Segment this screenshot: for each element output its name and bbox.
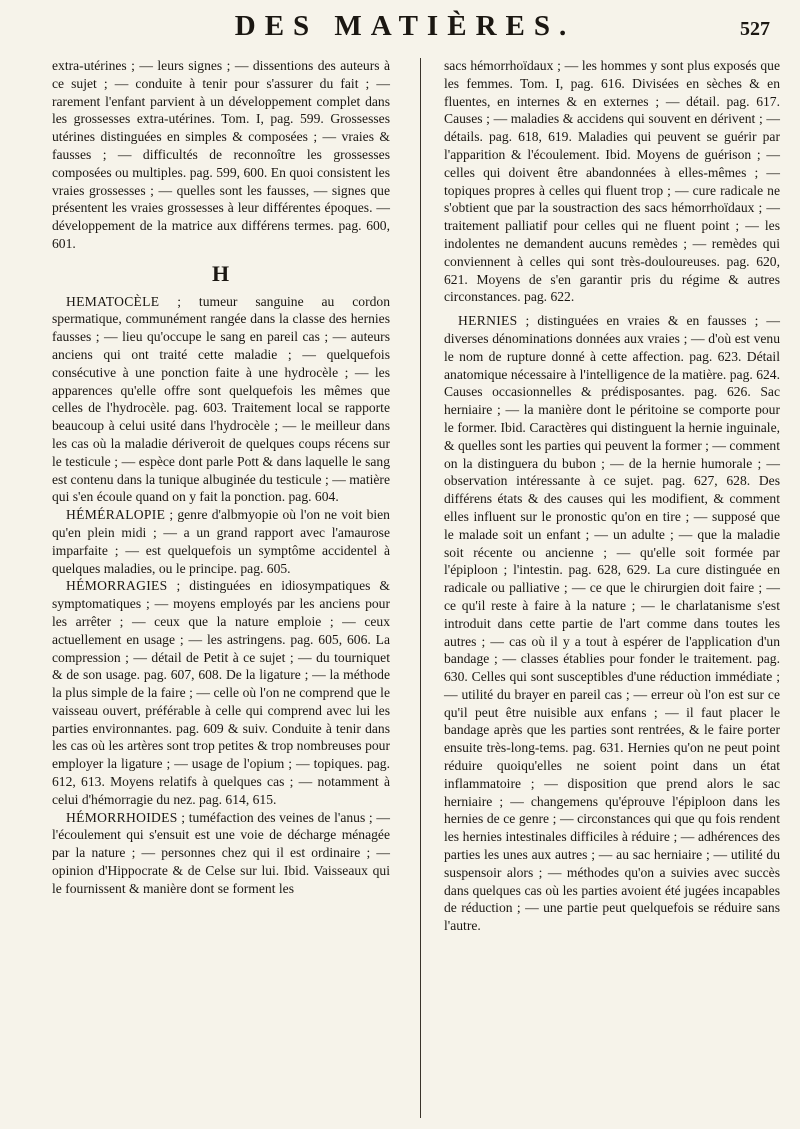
entry-text: ; genre d'albmyopie où l'on ne voit bien qu'en plein midi ; — a un grand rapport avec l'amaurose imparfaite ; — est quelquefois un symptôme accidentel à quelques maladies, ou le principe. pag. 605. <box>52 507 390 576</box>
index-entry <box>52 809 390 898</box>
running-title: DES MATIÈRES. <box>234 10 576 42</box>
entry-text: ; distinguées en idiosympatiques & symptomatiques ; — moyens employés par les anciens pour les arrêter ; — ceux que la nature emploie ; — ceux actuellement en usage ; — les astringens. pag. 605, 606. La compression ; — détail de Petit à ce sujet ; — du tourniquet & de son usage. pag. 607, 608. De la ligature ; — la méthode la plus simple de la faire ; — celle où l'on ne comprend que le vaisseau ouvert, préférable à celle qui comprend avec lui les parties environnantes. pag. 609 & suiv. Conduite à tenir dans les cas où les artères sont trop petites & trop nombreuses pour employer la ligature ; — usage de l'opium ; — topiques. pag. 612, 613. Moyens relatifs à quelques cas ; — notamment à celui d'hémorragie du nez. pag. 614, 615. <box>52 578 390 807</box>
page-number: 527 <box>740 18 770 40</box>
entry-term: HÉMORRHOIDES <box>66 809 178 825</box>
entry-term: HÉMORRAGIES <box>66 578 168 594</box>
entry-term: HEMATOCÈLE <box>66 293 160 309</box>
index-entry <box>444 312 780 935</box>
index-entry <box>52 506 390 577</box>
entry-text: ; tumeur sanguine au cordon spermatique, communément rangée dans la classe des hernies fausses ; — lieu qu'occupe le sang en pareil cas ; — auteurs anciens qui ont traité cette maladie ; — quelquefois consécutive à une ponction faite à une hydrocèle ; — les apparences qu'elle offre sont quelquefois les mêmes que celles de l'hydrocèle. pag. 603. Traitement local se rapporte beaucoup à celui usité dans l'hydrocèle ; — le meilleur dans les cas où la maladie dériveroit de quelques coups récens sur le testicule ; — espèce dont parle Pott & dans laquelle le sang est contenu dans la tunique albuginée du testicule ; — matière qui s'en écoule quand on y fait la ponction. pag. 604. <box>52 293 390 505</box>
entry-text: ; tuméfaction des veines de l'anus ; — l'écoulement qui s'ensuit est une voie de décharge ménagée par la nature ; — personnes chez qui il est ordinaire ; — opinion d'Hippocrate & de Celse sur lui. Ibid. Vaisseaux qui le fournissent & manière dont se forment les <box>52 809 390 896</box>
right-column <box>444 57 780 935</box>
column-divider <box>420 58 421 1118</box>
page-header <box>40 10 770 46</box>
continuation-text: sacs hémorrhoïdaux ; — les hommes y sont plus exposés que les femmes. Tom. I, pag. 616. Divisées en sèches & en fluentes, en internes & en externes ; — détail. pag. 617. Causes ; — maladies & accidens qui souvent en dérivent ; — détails. pag. 618, 619. Maladies qui peuvent se guérir par l'apparition & l'écoulement. Ibid. Moyens de guérison ; — celles qui doivent être abandonnées à elles-mêmes ; — topiques propres à celles qui fluent trop ; — cure radicale ne s'obtient que par la soustraction des sacs hémorrhoïdaux ; — traitement palliatif pour celles qui ne fluent point ; — les indolentes ne demandent aucuns remèdes ; — remèdes qui conviennent à celles qui sont très-douloureuses. pag. 620, 621. Moyens de s'en garantir pris du régime & autres circonstances. pag. 622. <box>444 58 780 305</box>
entry-term: HERNIES <box>458 313 518 329</box>
entry-text: ; distinguées en vraies & en fausses ; — diverses dénominations données aux vraies ; — d'où est venu le nom de rupture donné à cette affection. pag. 623. Détail anatomique nécessaire à l'intelligence de la matière. pag. 624. Causes occasionnelles & prédisposantes. pag. 626. Sac herniaire ; — la manière dont le péritoine se comporte pour le former. Ibid. Caractères qui distinguent la hernie inguinale, & quelles sont les parties qui peuvent la former ; — comment on la distinguera du bubon ; — de la hernie humorale ; — observation intéressante à ce sujet. pag. 627, 628. Des différens états & des causes qui les modifient, & comment elles influent sur le pronostic qu'on en tire ; — supposé que le malade soit un enfant ; — un adulte ; — que la maladie soit récente ou ancienne ; — qu'elle soit formée par l'épiploon ; l'intestin. pag. 628, 629. La cure distinguée en radicale ou palliative ; — ce que le chirurgien doit faire ; — ce qu'il reste à faire à la nature ; — le charlatanisme s'est introduit dans cette partie de l'art comme dans toutes les autres ; — cas où il y a tout à espérer de l'application d'un bandage ; — classes établies pour fonder le traitement. pag. 630. Celles qui sont susceptibles d'une réduction immédiate ; — utilité du brayer en pareil cas ; — erreur où l'on est sur ce qu'il peut être nuisible aux enfans ; — il faut placer le bandage après que les parties sont rentrées, & le faire porter ensuite très-long-tems. pag. 631. Hernies qu'on ne peut point réduire quoiqu'elles ne soient point dans un état inflammatoire ; — disposition que prend alors le sac herniaire ; — changemens qu'éprouve l'épiploon dans les hernies de ce genre ; — circonstances qui que qu fois rendent les hernies intestinales difficiles à réduire ; — adhérences des parties les unes aux autres ; — au sac herniaire ; — utilité du suspensoir alors ; — méthodes qu'on a suivies avec succès dans quelques cas où les parties avoient été jugées incapables de réduction ; — une partie peut quelquefois se réduire sans l'autre. <box>444 313 780 934</box>
continuation-text: extra-utérines ; — leurs signes ; — dissentions des auteurs à ce sujet ; — conduite à tenir pour s'assurer du fait ; — rarement l'enfant parvient à un développement complet dans les grossesses extra-utérines. Tom. I, pag. 599. Grossesses utérines distinguées en simples & composées ; — vraies & fausses ; — difficultés de reconnoître les grossesses composées ou multiples. pag. 599, 600. En quoi consistent les vraies grossesses ; — quelles sont les fausses, — signes que présentent les vraies grossesses à leur différentes époques. — développement de la matrice aux différens termes. pag. 600, 601. <box>52 58 390 251</box>
index-entry <box>52 293 390 507</box>
entry-term: HÉMÉRALOPIE <box>66 507 166 523</box>
left-column <box>52 57 390 898</box>
index-entry <box>52 577 390 808</box>
section-letter: H <box>211 260 231 286</box>
